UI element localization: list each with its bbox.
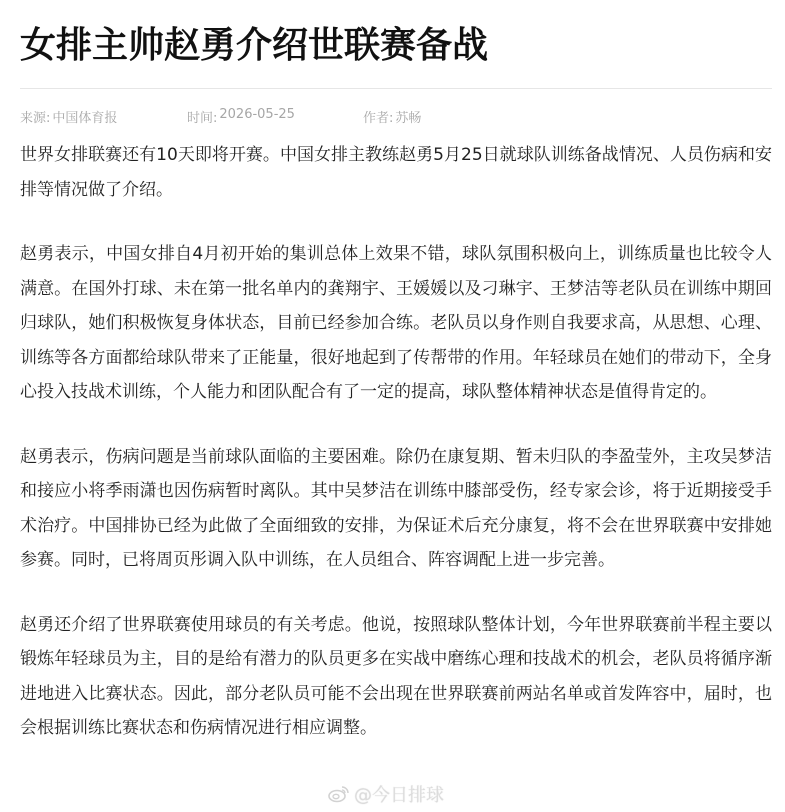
meta-author [363,107,421,126]
watermark [328,780,444,808]
meta-source-label: 来源: [20,110,51,126]
article [20,0,772,776]
weibo-logo-icon [328,785,350,803]
meta-time [187,107,363,126]
meta-time-label: 时间: [187,110,218,126]
watermark-text: @今日排球 [354,785,444,806]
article-body [20,138,772,746]
meta-source-value: 中国体育报 [52,110,118,126]
article-paragraph: 赵勇表示，中国女排自4月初开始的集训总体上效果不错，球队氛围积极向上，训练质量也比较令人满意。在国外打球、未在第一批名单内的龚翔宇、王媛媛以及刁琳宇、王梦洁等老队员在训练中期回归球队，她们积极恢复身体状态，目前已经参加合练。老队员以身作则自我要求高，从思想、心理、训练等各方面都给球队带来了正能量，很好地起到了传帮带的作用。年轻球员在她们的带动下，全身心投入技战术训练，个人能力和团队配合有了一定的提高，球队整体精神状态是值得肯定的。 [20,244,772,402]
article-paragraph: 赵勇表示，伤病问题是当前球队面临的主要困难。除仍在康复期、暂未归队的李盈莹外，主攻吴梦洁和接应小将季雨潇也因伤病暂时离队。其中吴梦洁在训练中膝部受伤，经专家会诊，将于近期接受手术治疗。中国排协已经为此做了全面细致的安排，为保证术后充分康复，将不会在世界联赛中安排她参赛。同时，已将周页彤调入队中训练，在人员组合、阵容调配上进一步完善。 [20,446,772,570]
article-paragraph: 世界女排联赛还有10天即将开赛。中国女排主教练赵勇5月25日就球队训练备战情况、人员伤病和安排等情况做了介绍。 [20,145,772,200]
meta-divider [20,88,772,89]
meta-source [20,107,187,126]
meta-author-label: 作者: [363,110,394,126]
article-title: 女排主帅赵勇介绍世联赛备战 [20,25,489,66]
article-meta [20,103,772,129]
article-paragraph: 赵勇还介绍了世界联赛使用球员的有关考虑。他说，按照球队整体计划，今年世界联赛前半程主要以锻炼年轻球员为主，目的是给有潜力的队员更多在实战中磨练心理和技战术的机会，老队员将循序渐进地进入比赛状态。因此，部分老队员可能不会出现在世界联赛前两站名单或首发阵容中，届时，也会根据训练比赛状态和伤病情况进行相应调整。 [20,614,772,738]
meta-author-value: 苏畅 [395,110,422,126]
meta-time-value: 2026-05-25 [219,106,295,122]
